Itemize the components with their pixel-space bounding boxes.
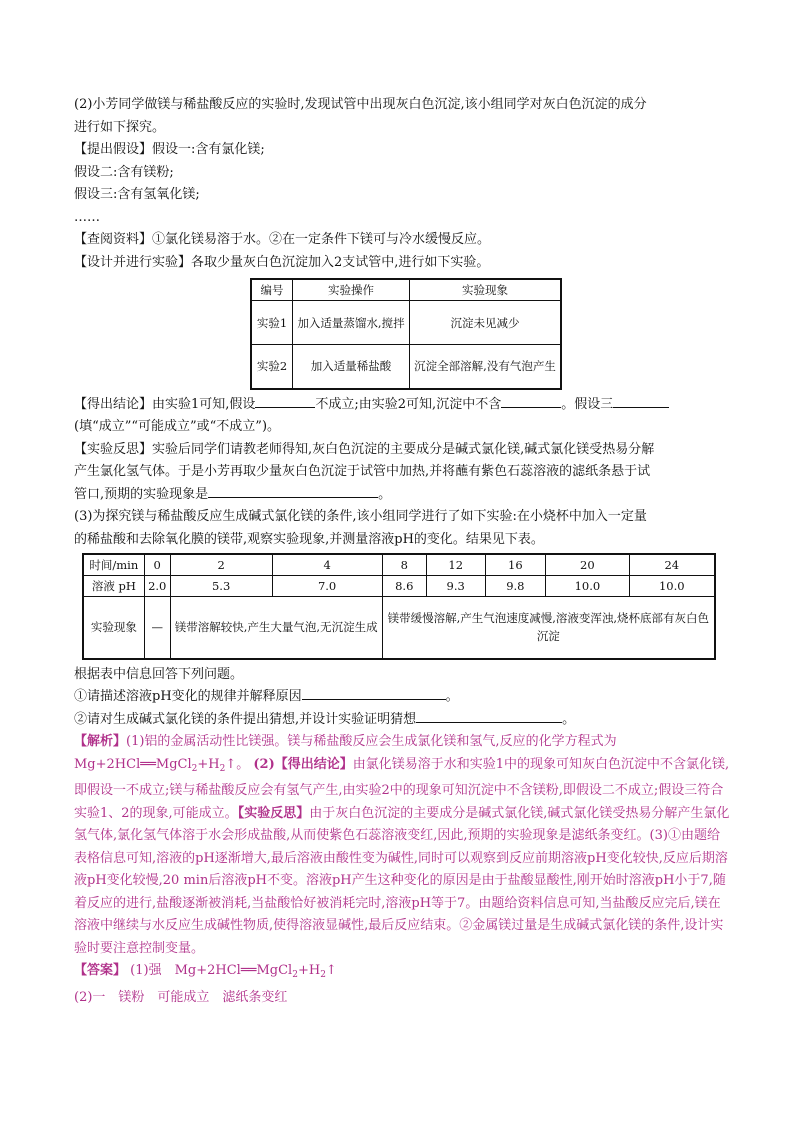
phenomenon-cell: 镁带缓慢溶解,产生气泡速度减慢,溶液变浑浊,烧杯底部有灰白色沉淀	[382, 597, 715, 659]
table-cell: 沉淀未见减少	[410, 301, 562, 345]
answer-text: (2)一 镁粉 可能成立 滤纸条变红	[74, 989, 288, 1005]
ph-cell: 5.3	[170, 576, 272, 597]
text: Mg+2HCl	[74, 756, 141, 772]
equals-sign: ══	[240, 963, 257, 978]
text: 不成立;由实验2可知,沉淀中不含	[315, 396, 502, 412]
analysis-text: (1)铝的金属活动性比镁强。镁与稀盐酸反应会生成氯化镁和氢气,反应的化学方程式为	[126, 734, 617, 749]
question-text: 根据表中信息回答下列问题。	[74, 666, 244, 682]
reference-info: 【查阅资料】①氯化镁易溶于水。②在一定条件下镁可与冷水缓慢反应。	[74, 232, 491, 247]
answer-block: 【答案】 (1)强 $Mg+2HCl══MgCl_2+H_2↑$ (2)一 镁粉 可能成立 滤纸条变红	[74, 963, 337, 1005]
ph-cell: 10.0	[546, 576, 629, 597]
analysis-tag: 【实验反思】	[237, 805, 310, 821]
equals-sign: ══	[140, 756, 156, 772]
ph-cell: 9.3	[426, 576, 485, 597]
text: 【得出结论】由实验1可知,假设	[74, 396, 256, 412]
table-cell: 加入适量蒸馏水,搅拌	[293, 301, 410, 345]
reflection-text: 产生氯化氢气体。于是小芳再取少量灰白色沉淀于试管中加热,并将蘸有紫色石蕊溶液的滤纸条悬于试	[74, 464, 651, 479]
time-cell: 4	[272, 554, 382, 576]
question-text: 进行如下探究。	[74, 119, 166, 135]
answer-blank[interactable]	[416, 710, 562, 723]
text: ②请对生成碱式氯化镁的条件提出猜想,并设计实验证明猜想	[74, 711, 417, 727]
analysis-tag: 【解析】	[74, 734, 127, 749]
analysis-tag: (2)【得出结论】	[253, 756, 353, 772]
phenomenon-cell: —	[144, 597, 170, 659]
phenomenon-cell: 镁带溶解较快,产生大量气泡,无沉淀生成	[170, 597, 382, 659]
question-line	[74, 686, 730, 709]
table-header: 实验操作	[293, 279, 410, 301]
text: ①请描述溶液pH变化的规律并解释原因	[74, 689, 302, 704]
time-cell: 24	[629, 554, 715, 576]
answer-blank[interactable]	[501, 395, 561, 408]
table-cell: 实验2	[251, 345, 293, 389]
answer-text: +H	[297, 963, 321, 978]
text: 管口,预期的实验现象是	[74, 486, 209, 502]
answer-tag: 【答案】	[74, 963, 127, 978]
analysis-text: 由氯化镁易溶于水和实验1中的现象可知灰白色沉淀中不含氯化镁,即假设一不成立;镁与稀盐酸反应会有氢气产生,由实验2中的现象可知沉淀中不含镁粉,即假设二不成立;假设三符合实验1、2的现象,可能成立。	[74, 756, 730, 821]
answer-blank[interactable]	[613, 395, 669, 408]
text: MgCl	[155, 756, 192, 772]
equation: $Mg+2HCl══MgCl_2+H_2↑$。	[74, 756, 250, 774]
question-line	[74, 709, 730, 732]
experiment-design: 【设计并进行实验】各取少量灰白色沉淀加入2支试管中,进行如下实验。	[74, 254, 490, 270]
table-header: 溶液 pH	[83, 576, 144, 597]
hypothesis-3: 假设三:含有氢氧化镁;	[74, 187, 200, 202]
hypothesis-2: 假设二:含有镁粉;	[74, 164, 174, 180]
table-header: 实验现象	[410, 279, 562, 301]
text: 。假设三	[561, 396, 614, 412]
text: ↑。	[225, 756, 250, 772]
text: 。	[445, 689, 459, 704]
part3-text: 的稀盐酸和去除氧化膜的镁带,观察实验现象,并测量溶液pH的变化。结果见下表。	[74, 531, 544, 547]
reflection-text: 【实验反思】实验后同学们请教老师得知,灰白色沉淀的主要成分是碱式氯化镁,碱式氯化镁受热易分解	[74, 441, 655, 457]
table-cell: 实验1	[251, 301, 293, 345]
conclusion-line	[74, 394, 730, 417]
experiment-table	[250, 278, 562, 390]
part3-text: (3)为探究镁与稀盐酸反应生成碱式氯化镁的条件,该小组同学进行了如下实验:在小烧杯中加入一定量	[74, 509, 647, 524]
table-cell: 加入适量稀盐酸	[293, 345, 410, 389]
ph-cell: 8.6	[382, 576, 426, 597]
time-cell: 20	[546, 554, 629, 576]
analysis-text: (3)①由题给表格信息可知,溶液的pH逐渐增大,最后溶液由酸性变为碱性,同时可以观察到反应前期溶液pH变化较快,反应后期溶液pH变化较慢,20 min后溶液pH不变。溶液pH产生这种变化的原因是由于盐酸显酸性,刚开始时溶液pH小于7,随着反应的进行,盐酸逐渐被消耗,当盐酸恰好被消耗完时,溶液pH等于7。由题给资料信息可知,当盐酸反应完后,镁在溶液中继续与水反应生成碱性物质,使得溶液显碱性,最后反应结束。②金属镁过量是生成碱式氯化镁的条件,设计实验时要注意控制变量。	[74, 828, 728, 956]
answer-blank[interactable]	[255, 395, 315, 408]
time-cell: 2	[170, 554, 272, 576]
text: 。	[378, 486, 392, 502]
table-header: 编号	[251, 279, 293, 301]
reflection-line	[74, 484, 730, 507]
ph-cell: 9.8	[485, 576, 546, 597]
page	[74, 94, 730, 1009]
ph-table	[82, 553, 716, 660]
time-cell: 16	[485, 554, 546, 576]
answer-text: MgCl	[256, 963, 293, 978]
ph-cell: 10.0	[629, 576, 715, 597]
hypothesis-1: 【提出假设】假设一:含有氯化镁;	[74, 142, 265, 157]
text: 。	[562, 711, 576, 727]
ellipsis: ……	[74, 209, 100, 225]
analysis-block	[74, 731, 730, 960]
conclusion-note: (填“成立”“可能成立”或“不成立”)。	[74, 419, 281, 434]
ph-cell: 7.0	[272, 576, 382, 597]
table-cell: 沉淀全部溶解,没有气泡产生	[410, 345, 562, 389]
time-cell: 0	[144, 554, 170, 576]
time-cell: 8	[382, 554, 426, 576]
table-header: 时间/min	[83, 554, 144, 576]
analysis-text: 由于灰白色沉淀的主要成分是碱式氯化镁,碱式氯化镁受热易分解产生氯化氢气体,氯化氢气体溶于水会形成盐酸,从而使紫色石蕊溶液变红,因此,预期的实验现象是滤纸条变红。	[74, 805, 730, 843]
time-cell: 12	[426, 554, 485, 576]
table-header: 实验现象	[83, 597, 144, 659]
answer-text: ↑	[325, 963, 337, 978]
answer-blank[interactable]	[208, 485, 378, 498]
text: +H	[197, 756, 220, 772]
answer-blank[interactable]	[302, 687, 446, 700]
ph-cell: 2.0	[144, 576, 170, 597]
question-text: (2)小芳同学做镁与稀盐酸反应的实验时,发现试管中出现灰白色沉淀,该小组同学对灰白色沉淀的成分	[74, 97, 647, 112]
answer-text: (1)强 Mg+2HCl	[130, 963, 241, 978]
